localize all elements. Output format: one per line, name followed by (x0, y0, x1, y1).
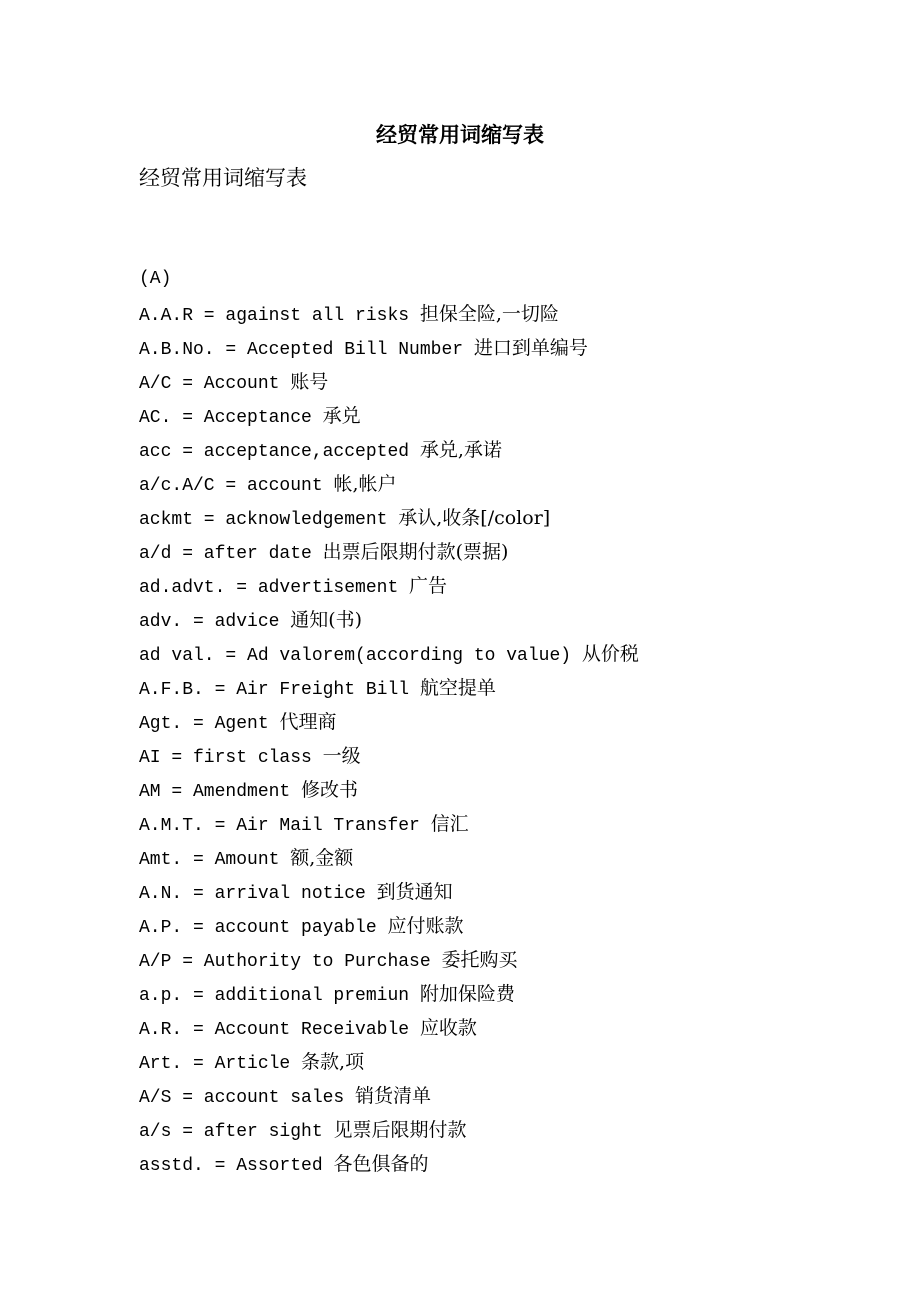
list-item (139, 744, 639, 778)
abbreviation: A.N. = arrival notice (139, 884, 377, 904)
list-item (139, 1118, 639, 1152)
abbreviation: A.B.No. = Accepted Bill Number (139, 340, 474, 360)
chinese-definition: 通知(书) (290, 609, 363, 631)
list-item (139, 710, 639, 744)
list-item (139, 370, 639, 404)
chinese-definition: 附加保险费 (419, 983, 515, 1005)
chinese-definition: 应收款 (419, 1017, 477, 1039)
list-item (139, 846, 639, 880)
list-item (139, 642, 639, 676)
chinese-definition: 广告 (409, 575, 448, 597)
document-subtitle: 经贸常用词缩写表 (139, 166, 307, 190)
abbreviation: A.M.T. = Air Mail Transfer (139, 816, 431, 836)
abbreviation: A.F.B. = Air Freight Bill (139, 680, 420, 700)
list-item (139, 948, 639, 982)
abbreviation: A/S = account sales (139, 1088, 356, 1108)
list-item (139, 914, 639, 948)
list-item (139, 812, 639, 846)
list-item (139, 404, 639, 438)
document-title: 经贸常用词缩写表 (376, 122, 544, 147)
list-item (139, 1050, 639, 1084)
chinese-definition: 承兑,承诺 (419, 439, 502, 461)
list-item (139, 608, 639, 642)
chinese-definition: 各色俱备的 (333, 1153, 429, 1175)
chinese-definition: 账号 (290, 371, 329, 393)
chinese-definition: 从价税 (581, 643, 639, 665)
chinese-definition: 进口到单编号 (473, 337, 588, 359)
chinese-definition: 应付账款 (387, 915, 464, 937)
abbreviation: Agt. = Agent (139, 714, 280, 734)
list-item (139, 336, 639, 370)
abbreviation-list (139, 302, 639, 1186)
abbreviation: AC. = Acceptance (139, 408, 323, 428)
abbreviation: AI = first class (139, 748, 323, 768)
abbreviation: AM = Amendment (139, 782, 302, 802)
chinese-definition: 出票后限期付款(票据) (322, 541, 509, 563)
chinese-definition: 担保全险,一切险 (419, 303, 559, 325)
list-item (139, 472, 639, 506)
abbreviation: ad.advt. = advertisement (139, 578, 410, 598)
chinese-definition: 承认,收条[/color] (398, 507, 551, 529)
chinese-definition: 到货通知 (376, 881, 453, 903)
list-item (139, 574, 639, 608)
chinese-definition: 见票后限期付款 (333, 1119, 467, 1141)
abbreviation: Amt. = Amount (139, 850, 291, 870)
abbreviation: asstd. = Assorted (139, 1156, 334, 1176)
chinese-definition: 信汇 (430, 813, 469, 835)
chinese-definition: 销货清单 (355, 1085, 432, 1107)
abbreviation: A.P. = account payable (139, 918, 388, 938)
abbreviation: a/s = after sight (139, 1122, 334, 1142)
list-item (139, 438, 639, 472)
abbreviation: Art. = Article (139, 1054, 302, 1074)
chinese-definition: 代理商 (279, 711, 337, 733)
abbreviation: a/d = after date (139, 544, 323, 564)
chinese-definition: 帐,帐户 (333, 473, 397, 495)
section-heading: (A) (139, 269, 172, 289)
abbreviation: a.p. = additional premiun (139, 986, 420, 1006)
list-item (139, 1016, 639, 1050)
abbreviation: a/c.A/C = account (139, 476, 334, 496)
list-item (139, 1152, 639, 1186)
chinese-definition: 额,金额 (290, 847, 354, 869)
abbreviation: A/C = Account (139, 374, 291, 394)
list-item (139, 676, 639, 710)
list-item (139, 540, 639, 574)
abbreviation: acc = acceptance,accepted (139, 442, 420, 462)
list-item (139, 778, 639, 812)
abbreviation: A.R. = Account Receivable (139, 1020, 420, 1040)
list-item (139, 880, 639, 914)
abbreviation: adv. = advice (139, 612, 291, 632)
list-item (139, 982, 639, 1016)
abbreviation: A/P = Authority to Purchase (139, 952, 442, 972)
list-item (139, 302, 639, 336)
chinese-definition: 一级 (322, 745, 361, 767)
chinese-definition: 航空提单 (419, 677, 496, 699)
chinese-definition: 委托购买 (441, 949, 518, 971)
abbreviation: A.A.R = against all risks (139, 306, 420, 326)
chinese-definition: 修改书 (301, 779, 359, 801)
abbreviation: ad val. = Ad valorem(according to value) (139, 646, 582, 666)
abbreviation: ackmt = acknowledgement (139, 510, 399, 530)
list-item (139, 506, 639, 540)
chinese-definition: 条款,项 (301, 1051, 365, 1073)
list-item (139, 1084, 639, 1118)
chinese-definition: 承兑 (322, 405, 361, 427)
